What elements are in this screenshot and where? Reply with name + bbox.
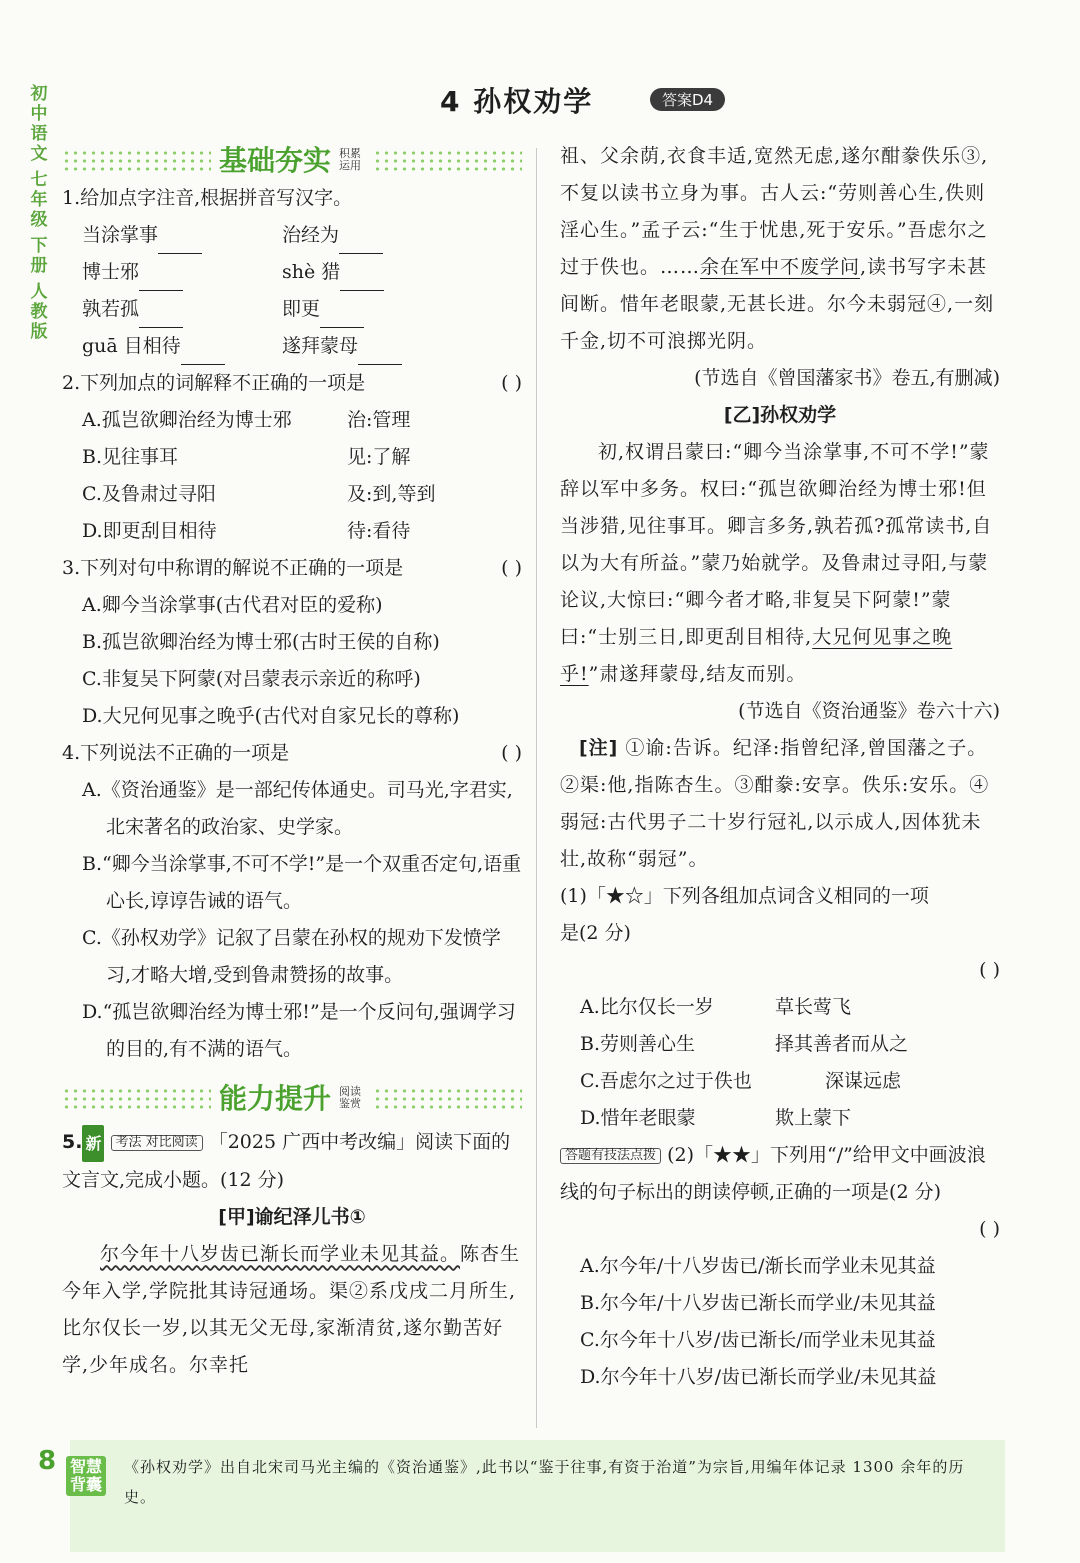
- dots-decoration: [62, 1087, 211, 1109]
- passage-yi-body: 初,权谓吕蒙曰:“卿今当涂掌事,不可不学!”蒙辞以军中多务。权曰:“孤岂欲卿治经为博士邪!但当涉猎,见往事耳。卿言多务,孰若孤?孤常读书,自以为大有所益。”蒙乃始就学。及鲁肃过寻阳,与蒙论议,大惊曰:“卿今者才略,非复吴下阿蒙!”蒙曰:“士别三日,即更刮目相待,大兄何见事之晚乎!”肃遂拜蒙母,结友而别。: [560, 441, 993, 685]
- option: A.孤岂欲卿治经为博士邪 治:管理: [82, 409, 411, 431]
- section-basic-title: 基础夯实: [219, 143, 332, 177]
- answer-blank[interactable]: [181, 340, 225, 365]
- question-2-stem: 2.下列加点的词解释不正确的一项是: [62, 372, 366, 394]
- notes-text: ①谕:告诉。纪泽:指曾纪泽,曾国藩之子。②渠:他,指陈杏生。③酣豢:安享。佚乐:安乐。④弱冠:古代男子二十岁行冠礼,以示成人,因体犹未壮,故称“弱冠”。: [560, 737, 990, 870]
- option: A.《资治通鉴》是一部纪传体通史。司马光,字君实,北宋著名的政治家、史学家。: [82, 779, 513, 838]
- question-3-stem: 3.下列对句中称谓的解说不正确的一项是: [62, 557, 404, 579]
- answer-paren[interactable]: ( ): [501, 557, 522, 579]
- page-title: 4 孙权劝学: [440, 85, 594, 118]
- passage-jia-title: [甲]谕纪泽儿书①: [218, 1205, 366, 1228]
- option: C.《孙权劝学》记叙了吕蒙在孙权的规劝下发愤学习,才略大增,受到鲁肃赞扬的故事。: [82, 927, 501, 986]
- answer-blank[interactable]: [158, 229, 202, 254]
- section-ability-header: [62, 1078, 522, 1118]
- answer-paren[interactable]: ( ): [979, 959, 1000, 981]
- option: B.见往事耳 见:了解: [82, 446, 411, 468]
- question-5: [62, 1124, 522, 1384]
- answer-paren[interactable]: ( ): [979, 1218, 1000, 1240]
- option: C.及鲁肃过寻阳 及:到,等到: [82, 483, 436, 505]
- sub-question-2-stem: 答题有技法点拨 (2)「★★」下列用“/”给甲文中画波浪线的句子标出的朗读停顿,正确的一项是(2 分): [560, 1144, 986, 1203]
- answer-paren[interactable]: ( ): [501, 372, 522, 394]
- answer-blank[interactable]: [320, 303, 364, 328]
- footer-tag: 智慧背囊: [66, 1456, 106, 1496]
- passage-jia-part1: 尔今年十八岁齿已渐长而学业未见其益。陈杏生今年入学,学院批其诗冠通场。渠②系戊戌二月所生,比尔仅长一岁,以其无父无母,家渐清贫,遂尔勤苦好学,少年成名。尔幸托: [62, 1242, 521, 1376]
- dots-decoration: [373, 149, 522, 171]
- question-1: [62, 180, 522, 365]
- option: D.尔今年十八岁/齿已渐长而学业/未见其益: [580, 1366, 937, 1388]
- sub-question-2: [560, 1137, 1000, 1396]
- question-1-row: 博士邪 shè 猎: [82, 254, 522, 291]
- option: A.尔今年/十八岁齿已/渐长而学业未见其益: [580, 1255, 936, 1277]
- option: A.卿今当涂掌事(古代君对臣的爱称): [82, 594, 383, 616]
- option: B.“卿今当涂掌事,不可不学!”是一个双重否定句,语重心长,谆谆告诫的语气。: [82, 853, 522, 912]
- left-column: [62, 140, 522, 1384]
- option: C.尔今年十八岁/齿已渐长/而学业未见其益: [580, 1329, 936, 1351]
- section-ability-subtitle: 阅读鉴赏: [339, 1085, 362, 1110]
- answer-blank[interactable]: [139, 266, 183, 291]
- dots-decoration: [62, 149, 211, 171]
- wavy-sentence: 尔今年十八岁齿已渐长而学业未见其益。: [100, 1242, 461, 1265]
- option: C.非复吴下阿蒙(对吕蒙表示亲近的称呼): [82, 668, 421, 690]
- passage-jia-part2: 祖、父余荫,衣食丰适,宽然无虑,遂尔酣豢佚乐③,不复以读书立身为事。古人云:“劳则善心生,佚则淫心生。”孟子云:“生于忧患,死于安乐。”吾虑尔之过于佚也。……余在军中不废学问,读书写字未甚间断。惜年老眼蒙,无甚长进。尔今未弱冠④,一刻千金,切不可浪掷光阴。: [560, 145, 995, 352]
- question-4-stem: 4.下列说法不正确的一项是: [62, 742, 290, 764]
- sub-question-1: [560, 878, 1000, 1137]
- answer-blank[interactable]: [339, 229, 383, 254]
- footer-text: 《孙权劝学》出自北宋司马光主编的《资治通鉴》,此书以“鉴于往事,有资于治道”为宗旨,用编年体记录 1300 余年的历史。: [124, 1458, 965, 1506]
- answer-paren[interactable]: ( ): [501, 742, 522, 764]
- option: D.惜年老眼蒙 欺上蒙下: [580, 1107, 852, 1129]
- question-3: [62, 550, 522, 735]
- dots-decoration: [373, 1087, 522, 1109]
- notes-label: [注]: [579, 737, 619, 759]
- passage-yi-source: (节选自《资治通鉴》卷六十六): [738, 700, 1000, 722]
- underlined-sentence: 余在军中不废学问: [700, 256, 861, 278]
- side-label-edition: 人教版: [30, 282, 48, 342]
- question-5-number: 5.: [62, 1131, 83, 1153]
- column-divider: [536, 148, 537, 1428]
- option: B.尔今年/十八岁齿已渐长而学业/未见其益: [580, 1292, 936, 1314]
- question-4: [62, 735, 522, 1068]
- new-badge: 新: [82, 1125, 104, 1162]
- question-1-row: 孰若孤 即更: [82, 291, 522, 328]
- question-1-row: guā 目相待 遂拜蒙母: [82, 328, 522, 365]
- passage-yi-title: [乙]孙权劝学: [723, 404, 837, 426]
- question-1-row: 当涂掌事 治经为: [82, 217, 522, 254]
- option: B.劳则善心生 择其善者而从之: [580, 1033, 909, 1055]
- section-basic-subtitle: 积累运用: [339, 147, 362, 172]
- passage-jia-source: (节选自《曾国藩家书》卷五,有删减): [694, 367, 1000, 389]
- option: D.大兄何见事之晚乎(古代对自家兄长的尊称): [82, 705, 460, 727]
- method-tag: 考法 对比阅读: [111, 1135, 203, 1151]
- side-label: [26, 84, 52, 348]
- question-5-source: 「2025 广西中考改编」阅读下面的文言文,完成小题。(12 分): [62, 1131, 511, 1191]
- side-label-subject: 初中语文: [30, 84, 48, 164]
- section-basic-header: [62, 140, 522, 180]
- option: D.即更刮目相待 待:看待: [82, 520, 411, 542]
- question-2: [62, 365, 522, 550]
- notes: [560, 730, 1000, 878]
- question-1-stem: 1.给加点字注音,根据拼音写汉字。: [62, 187, 353, 209]
- answer-blank[interactable]: [358, 340, 402, 365]
- option: C.吾虑尔之过于佚也 深谋远虑: [580, 1070, 902, 1092]
- side-label-volume: 下册: [30, 236, 48, 276]
- side-label-grade: 七年级: [30, 170, 48, 230]
- answer-blank[interactable]: [340, 266, 384, 291]
- underlined-sentence: 大兄何见事之晚乎!: [560, 626, 953, 685]
- option: B.孤岂欲卿治经为博士邪(古时王侯的自称): [82, 631, 440, 653]
- right-column: [560, 138, 1000, 1396]
- answer-blank[interactable]: [139, 303, 183, 328]
- option: D.“孤岂欲卿治经为博士邪!”是一个反问句,强调学习的目的,有不满的语气。: [82, 1001, 516, 1060]
- page-number: 8: [38, 1446, 57, 1476]
- option: A.比尔仅长一岁 草长莺飞: [580, 996, 852, 1018]
- section-ability-title: 能力提升: [219, 1081, 332, 1115]
- sub-question-1-stem: (1)「★☆」下列各组加点词含义相同的一项是(2 分): [560, 885, 929, 944]
- answer-badge: 答案D4: [650, 88, 725, 111]
- method-tag: 答题有技法点拨: [560, 1148, 661, 1164]
